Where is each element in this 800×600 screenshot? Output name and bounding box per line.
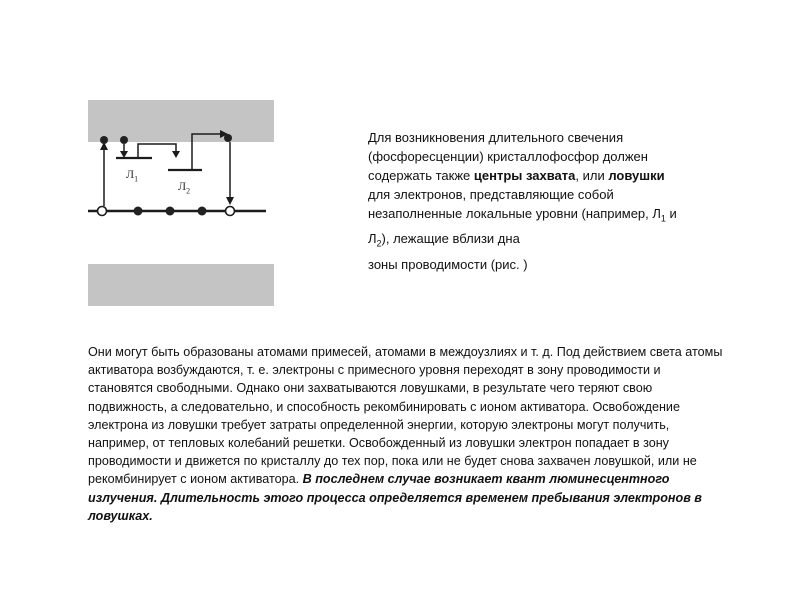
activator-ion-open-left bbox=[98, 207, 107, 216]
main-paragraph-body: Они могут быть образованы атомами примесей, атомами в междоузлиях и т. д. Под действием света атомы активатора возбуждаются, т. е. электроны с примесного уровня переходят в зону проводимости и становятся свободными. Однако они захватываются ловушками, в результате чего теряют свою подвижность, а следовательно, и способность рекомбинировать с ионом активатора. Освобождение электрона из ловушки требует затраты определенной энергии, которую электроны могут получить, например, от тепловых колебаний решетки. Освобожденный из ловушки электрон попадает в зону проводимости и движется по кристаллу до тех пор, пока или не будет снова захвачен ловушкой, или не рекомбинирует с ионом активатора. bbox=[88, 345, 723, 487]
activator-electron bbox=[134, 207, 143, 216]
conduction-band bbox=[88, 100, 274, 142]
label-trap-l2: $Л_2$ bbox=[178, 179, 191, 196]
main-paragraph bbox=[88, 343, 728, 525]
conduction-electron bbox=[100, 136, 108, 144]
side-paragraph-body: Для возникновения длительного свечения (фосфоресценции) кристаллофосфор должен содержать также центры захвата, или ловушки для электронов, представляющие собой незаполненные локальные уровни (например, $Л_1$ и $Л_2$), лежащие вблизи дна bbox=[368, 130, 677, 249]
release-arrowhead-l1 bbox=[172, 151, 180, 158]
main-paragraph-emphasis: В последнем случае возникает квант люминесцентного излучения. Длительность этого процесса определяется временем пребывания электронов в ловушках. bbox=[88, 472, 702, 523]
side-paragraph bbox=[368, 128, 688, 274]
activator-ion-open-right bbox=[226, 207, 235, 216]
energy-band-diagram bbox=[80, 88, 280, 318]
conduction-electron bbox=[120, 136, 128, 144]
label-trap-l1: $Л_1$ bbox=[126, 167, 139, 184]
recombination-arrowhead bbox=[226, 197, 234, 205]
release-path-l1 bbox=[138, 144, 176, 158]
valence-band bbox=[88, 264, 274, 306]
band-diagram-svg bbox=[80, 88, 280, 318]
activator-electron bbox=[198, 207, 207, 216]
term-traps: ловушки bbox=[608, 168, 665, 183]
figure-reference: зоны проводимости (рис. ) bbox=[368, 257, 528, 273]
activator-electron bbox=[166, 207, 175, 216]
term-capture-centers: центры захвата bbox=[473, 168, 576, 183]
